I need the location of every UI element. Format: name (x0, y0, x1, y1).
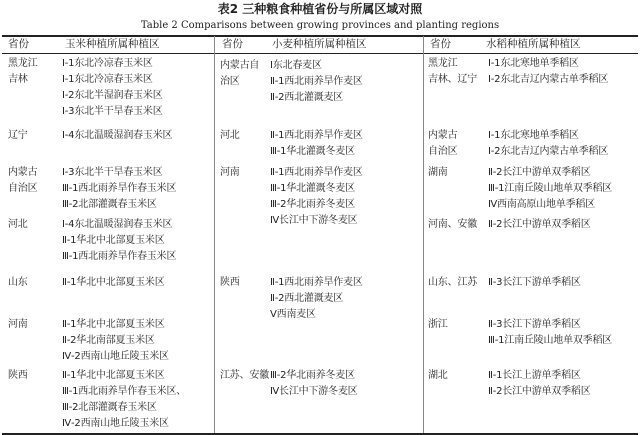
corn-province-cell (8, 368, 28, 384)
province-line: 陕西 (220, 277, 240, 288)
region-line: Ⅰ-4东北温暖湿润春玉米区 (62, 219, 173, 230)
region-line: Ⅱ-2长江中游单双季稻区 (488, 167, 591, 178)
region-line: Ⅲ-1江南丘陵山地单双季稻区 (488, 183, 613, 194)
region-line: Ⅲ-1华北灌溉冬麦区 (270, 183, 355, 194)
rice-region-cell (488, 165, 612, 213)
rice-province-cell (428, 317, 448, 333)
corn-province-cell (8, 317, 28, 333)
region-line: Ⅰ-4东北温暖湿润春玉米区 (62, 130, 173, 141)
corn-province-cell (8, 128, 28, 144)
rice-province-cell (428, 56, 477, 88)
province-line: 黑龙江 (8, 58, 38, 69)
rice-region-cell (488, 56, 608, 88)
header-corn-province: 省份 (8, 38, 29, 50)
wheat-region-cell (270, 165, 363, 229)
rice-region-cell (488, 368, 591, 400)
province-line: 辽宁 (8, 130, 28, 141)
region-line: Ⅱ-2长江中游单双季稻区 (488, 219, 591, 230)
region-line: Ⅰ-1东北寒地单季稻区 (488, 58, 579, 69)
region-line: Ⅱ-1西北雨养旱作麦区 (270, 130, 363, 141)
region-line: Ⅱ-1长江上游单季稻区 (488, 370, 581, 381)
province-line: 吉林、辽宁 (428, 74, 477, 85)
province-line: 河南 (8, 319, 28, 330)
region-line: Ⅰ-2东北半湿润春玉米区 (62, 90, 163, 101)
region-line: Ⅲ-2北部灌溉春玉米区 (62, 199, 157, 210)
corn-region-cell (62, 368, 186, 432)
province-line: 河北 (220, 130, 240, 141)
wheat-region-cell (270, 275, 363, 323)
region-line: Ⅰ-2东北吉辽内蒙古单季稻区 (488, 146, 609, 157)
province-line: 治区 (220, 76, 240, 87)
wheat-region-cell (270, 58, 363, 106)
header-rice-region: 水稻种植所属种植区 (486, 38, 581, 50)
region-line: Ⅳ-2西南山地丘陵玉米区 (62, 351, 169, 362)
province-line: 河北 (8, 219, 28, 230)
region-line: Ⅴ西南麦区 (270, 309, 316, 320)
province-line: 黑龙江 (428, 58, 458, 69)
region-line: Ⅳ长江中下游冬麦区 (270, 386, 358, 397)
rice-province-cell (428, 275, 477, 291)
province-line: 吉林 (8, 74, 28, 85)
region-line: Ⅲ-1西北雨养旱作春玉米区、 (62, 386, 187, 397)
province-line: 山东、江苏 (428, 277, 477, 288)
region-line: Ⅲ-2北部灌溉春玉米区 (62, 402, 157, 413)
rice-province-cell (428, 217, 477, 233)
region-line: Ⅰ-1东北冷凉春玉米区 (62, 74, 153, 85)
province-line: 浙江 (428, 319, 448, 330)
region-line: Ⅱ-2西北灌溉麦区 (270, 92, 344, 103)
corn-region-cell (62, 275, 165, 291)
wheat-province-cell (220, 58, 259, 90)
province-line: 河南、安徽 (428, 219, 477, 230)
province-line: 自治区 (428, 146, 458, 157)
header-wheat-region: 小麦种植所属种植区 (272, 38, 367, 50)
province-line: 内蒙古 (428, 130, 458, 141)
region-line: Ⅲ-2华北雨养冬麦区 (270, 199, 355, 210)
wheat-province-cell (220, 275, 240, 291)
region-line: Ⅱ-1西北雨养旱作麦区 (270, 167, 363, 178)
region-line: Ⅲ-1西北雨养旱作春玉米区 (62, 251, 177, 262)
region-line: Ⅳ西南高原山地单季稻区 (488, 199, 596, 210)
region-line: Ⅰ-1东北冷凉春玉米区 (62, 58, 153, 69)
region-line: Ⅰ-2东北吉辽内蒙古单季稻区 (488, 74, 609, 85)
province-line: 湖南 (428, 167, 448, 178)
table-title: 表2 三种粮食种植省份与所属区域对照 (217, 2, 423, 16)
region-line: Ⅱ-1西北雨养旱作麦区 (270, 76, 363, 87)
wheat-province-cell (220, 165, 240, 181)
corn-province-cell (8, 217, 28, 233)
region-line: Ⅱ-1华北中北部夏玉米区 (62, 370, 165, 381)
region-line: Ⅱ-1华北中北部夏玉米区 (62, 319, 165, 330)
region-line: Ⅱ-2长江中游单双季稻区 (488, 386, 591, 397)
corn-province-cell (8, 56, 37, 88)
province-line: 陕西 (8, 370, 28, 381)
corn-region-cell (62, 317, 169, 365)
region-line: Ⅰ-3东北半干旱春玉米区 (62, 106, 163, 117)
corn-province-cell (8, 275, 28, 291)
region-line: Ⅰ-3东北半干旱春玉米区 (62, 167, 163, 178)
corn-region-cell (62, 56, 163, 120)
top-rule (2, 35, 638, 37)
region-line: Ⅰ东北春麦区 (270, 60, 322, 71)
rice-province-cell (428, 368, 448, 384)
region-line: Ⅲ-1西北雨养旱作春玉米区 (62, 183, 177, 194)
region-line: Ⅱ-3长江下游单季稻区 (488, 319, 581, 330)
province-line: 内蒙古自 (220, 60, 260, 71)
header-wheat-province: 省份 (222, 38, 243, 50)
rice-region-cell (488, 128, 608, 160)
header-rice-province: 省份 (430, 38, 451, 50)
wheat-province-cell (220, 368, 269, 384)
region-line: Ⅱ-2华北南部夏玉米区 (62, 335, 155, 346)
corn-region-cell (62, 128, 172, 144)
region-line: Ⅳ-2西南山地丘陵玉米区 (62, 418, 169, 429)
wheat-region-cell (270, 368, 357, 400)
rice-region-cell (488, 317, 612, 349)
province-line: 自治区 (8, 183, 38, 194)
region-line: Ⅱ-2西北灌溉麦区 (270, 293, 344, 304)
region-line: Ⅱ-1华北中北部夏玉米区 (62, 235, 165, 246)
region-line: Ⅰ-1东北寒地单季稻区 (488, 130, 579, 141)
province-line: 河南 (220, 167, 240, 178)
region-line: Ⅱ-1西北雨养旱作麦区 (270, 277, 363, 288)
wheat-province-cell (220, 128, 240, 144)
bottom-rule (2, 433, 638, 435)
corn-province-cell (8, 165, 37, 197)
rice-province-cell (428, 165, 448, 181)
table-title-english: Table 2 Comparisons between growing provinces and planting regions (140, 20, 500, 31)
region-line: Ⅱ-1华北中北部夏玉米区 (62, 277, 165, 288)
header-corn-region: 玉米种植所属种植区 (65, 38, 160, 50)
corn-region-cell (62, 165, 176, 213)
province-line: 江苏、安徽 (220, 370, 269, 381)
rice-region-cell (488, 217, 591, 233)
corn-region-cell (62, 217, 176, 265)
province-line: 山东 (8, 277, 28, 288)
wheat-region-cell (270, 128, 363, 160)
region-line: Ⅲ-1江南丘陵山地单双季稻区 (488, 335, 613, 346)
rice-province-cell (428, 128, 457, 160)
region-line: Ⅱ-3长江下游单季稻区 (488, 277, 581, 288)
rice-region-cell (488, 275, 581, 291)
column-divider (423, 36, 424, 433)
province-line: 内蒙古 (8, 167, 38, 178)
header-rule (2, 53, 638, 54)
region-line: Ⅲ-2华北雨养冬麦区 (270, 370, 355, 381)
province-line: 湖北 (428, 370, 448, 381)
column-divider (214, 36, 215, 433)
region-line: Ⅳ长江中下游冬麦区 (270, 215, 358, 226)
region-line: Ⅲ-1华北灌溉冬麦区 (270, 146, 355, 157)
